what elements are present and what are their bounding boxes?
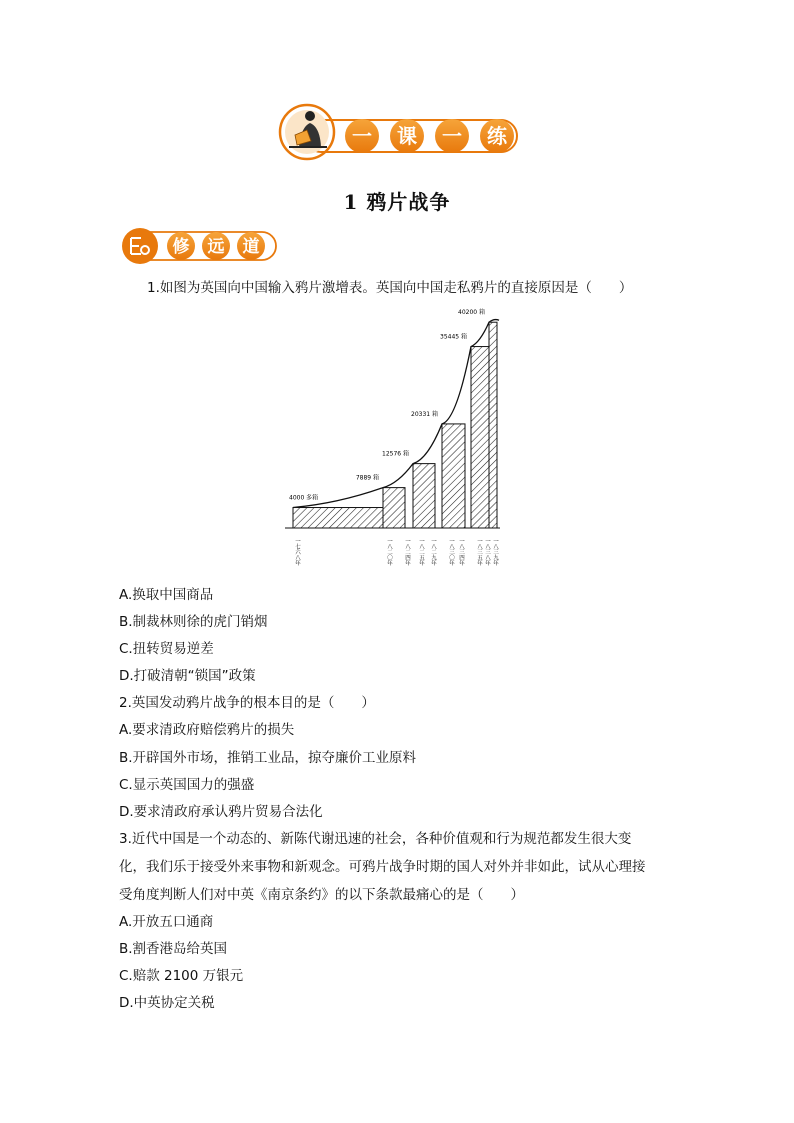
q3-stem-line-3: 受角度判断人们对中英《南京条约》的以下条款最痛心的是（ ）	[119, 887, 524, 903]
q1-option-b: B.制裁林则徐的虎门销烟	[119, 614, 268, 630]
chart-tick-label-3: 一八二四年	[404, 538, 410, 566]
chart-tick-label-1: 一七六八年	[294, 538, 300, 566]
chart-data-label-2: 7889 箱	[355, 474, 379, 482]
chart-tick-label-2: 一八二〇年	[386, 538, 392, 566]
q2-option-d: D.要求清政府承认鸦片贸易合法化	[119, 804, 323, 820]
q2-option-a: A.要求清政府赔偿鸦片的损失	[119, 722, 295, 738]
section-char-3: 道	[242, 237, 260, 257]
chart-bar-5	[471, 347, 489, 528]
chart-tick-label-4: 一八二五年	[418, 538, 424, 566]
trend-line	[293, 320, 499, 508]
chart-bar-1	[293, 508, 383, 528]
q3-stem-line-2: 化，我们乐于接受外来事物和新观念。可鸦片战争时期的国人对外并非如此，试从心理接	[119, 859, 646, 875]
banner-yike-yilian	[277, 103, 520, 161]
section-header-xiuyuandao	[120, 226, 278, 266]
q2-option-b: B.开辟国外市场，推销工业品，掠夺廉价工业原料	[119, 750, 417, 766]
chart-data-label-5: 35445 箱	[440, 333, 467, 341]
page-title: 1 鸦片战争	[343, 190, 451, 214]
q2-option-c: C.显示英国国力的强盛	[119, 777, 255, 793]
chart-bar-3	[413, 464, 435, 528]
q3-option-a: A.开放五口通商	[119, 914, 214, 930]
q2-stem: 2.英国发动鸦片战争的根本目的是（ ）	[119, 695, 375, 711]
q3-option-c: C.赔款 2100 万银元	[119, 968, 244, 984]
q1-stem: 1.如图为英国向中国输入鸦片激增表。英国向中国走私鸦片的直接原因是（ ）	[147, 280, 633, 296]
chart-tick-label-5: 一八二九年	[430, 538, 436, 566]
section-char-2: 远	[207, 237, 225, 257]
q3-option-b: B.割香港岛给英国	[119, 941, 228, 957]
chart-bar-6	[489, 322, 497, 528]
chart-tick-label-6: 一八三〇年	[448, 538, 454, 566]
banner-char-2: 课	[397, 124, 417, 148]
q3-stem-line-1: 3.近代中国是一个动态的、新陈代谢迅速的社会，各种价值观和行为规范都发生很大变	[119, 831, 632, 847]
chart-tick-label-7: 一八三四年	[458, 538, 464, 566]
chart-data-label-4: 20331 箱	[411, 410, 438, 418]
banner-char-4: 练	[487, 124, 507, 148]
q1-option-a: A.换取中国商品	[119, 587, 214, 603]
section-char-1: 修	[172, 237, 190, 257]
banner-char-3: 一	[442, 124, 462, 148]
banner-char-1: 一	[352, 124, 372, 148]
chart-data-label-3: 12576 箱	[382, 450, 409, 458]
q3-option-d: D.中英协定关税	[119, 995, 215, 1011]
q1-option-d: D.打破清朝“锁国”政策	[119, 668, 256, 684]
chart-data-label-6: 40200 箱	[458, 309, 485, 317]
chart-data-label-1: 4000 多箱	[289, 494, 319, 502]
chart-bar-4	[442, 424, 465, 528]
chart-bar-2	[383, 488, 405, 528]
chart-tick-label-10: 一八三九年	[492, 538, 498, 566]
opium-import-chart	[285, 303, 525, 575]
chart-tick-label-8: 一八三五年	[476, 538, 482, 566]
q1-option-c: C.扭转贸易逆差	[119, 641, 214, 657]
chart-tick-label-9: 一八三八年	[484, 538, 490, 566]
